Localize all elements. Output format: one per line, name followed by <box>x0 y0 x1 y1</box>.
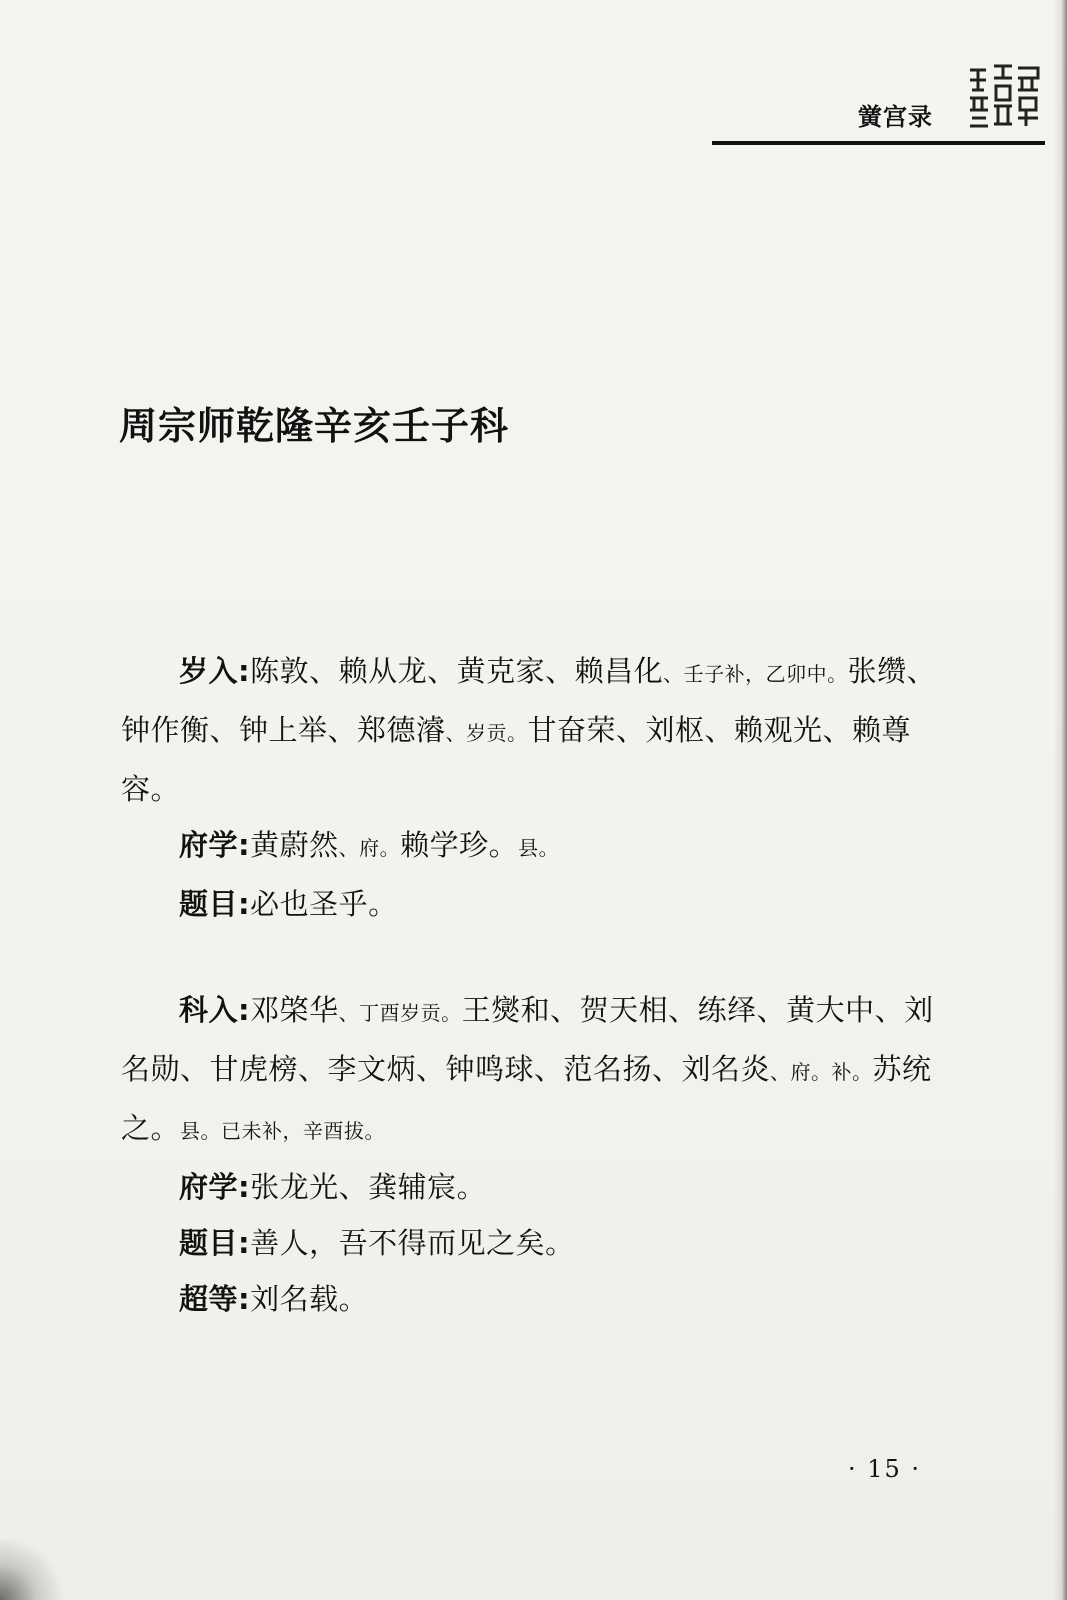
note-fuxue-1b: 县。 <box>518 836 560 860</box>
names-keru-1: 邓棨华 <box>250 993 339 1027</box>
note-fuxue-1a: 、府。 <box>338 836 401 860</box>
label-fuxue-1: 府学: <box>179 828 251 862</box>
names-fuxue-1a: 黄蔚然 <box>250 828 339 862</box>
label-timu-2: 题目: <box>179 1226 251 1260</box>
note-keru-2: 、府。补。 <box>770 1060 873 1084</box>
paragraph-timu-1 <box>121 876 951 932</box>
running-header: 黉宫录 <box>858 103 933 131</box>
text-timu-1: 必也圣乎。 <box>250 887 398 921</box>
body-text <box>121 643 951 1327</box>
label-fuxue-2: 府学: <box>179 1170 251 1204</box>
names-fuxue-2: 张龙光、龚辅宸。 <box>250 1170 487 1204</box>
label-chaodeng: 超等: <box>179 1282 251 1316</box>
names-suiru-2: 张缵、钟作衡、钟上举、郑德濬 <box>121 654 937 747</box>
paragraph-suiru <box>121 643 951 817</box>
seal-stamp-icon <box>966 62 1042 130</box>
names-fuxue-1b: 赖学珍。 <box>400 828 519 862</box>
paragraph-fuxue-1 <box>121 817 951 876</box>
corner-shadow <box>0 1540 70 1600</box>
paragraph-fuxue-2 <box>121 1159 951 1215</box>
note-keru-3: 县。已未补，辛酉拔。 <box>180 1119 386 1143</box>
names-suiru-1: 陈敦、赖从龙、黄克家、赖昌化 <box>250 654 664 688</box>
paragraph-chaodeng <box>121 1271 951 1327</box>
label-timu-1: 题目: <box>179 887 251 921</box>
note-keru-1: 、丁酉岁贡。 <box>338 1001 462 1025</box>
names-keru-2: 王爕和、贺天相、练绎、黄大中、刘名勋、甘虎榜、李文炳、钟鸣球、范名扬、刘名炎 <box>121 993 934 1086</box>
names-keru-3: 苏统之。 <box>121 1052 932 1145</box>
label-suiru: 岁入: <box>179 654 251 688</box>
paragraph-timu-2 <box>121 1215 951 1271</box>
paragraph-keru <box>121 982 951 1159</box>
note-suiru-1: 、壬子补，乙卯中。 <box>663 662 848 686</box>
label-keru: 科入: <box>179 993 251 1027</box>
scan-edge-shadow <box>1053 0 1067 1600</box>
chapter-title: 周宗师乾隆辛亥壬子科 <box>119 404 510 448</box>
text-timu-2: 善人，吾不得而见之矣。 <box>250 1226 575 1260</box>
names-chaodeng: 刘名载。 <box>250 1282 369 1316</box>
names-suiru-3: 甘奋荣、刘枢、赖观光、赖尊容。 <box>121 713 912 806</box>
header-rule <box>712 141 1045 145</box>
note-suiru-2: 、岁贡。 <box>445 721 528 745</box>
page-number: · 15 · <box>848 1455 922 1483</box>
